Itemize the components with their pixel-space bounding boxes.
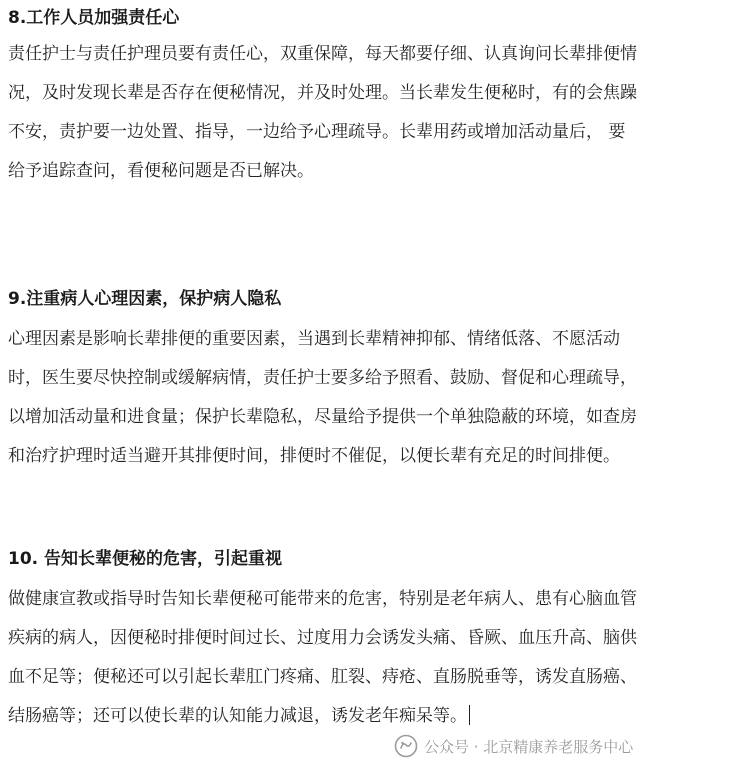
paragraph-line: 心理因素是影响长辈排便的重要因素，当遇到长辈精神抑郁、情绪低落、不愿活动 <box>8 329 620 349</box>
wechat-official-account-icon <box>394 734 418 758</box>
paragraph-line: 以增加活动量和进食量；保护长辈隐私，尽量给予提供一个单独隐蔽的环境，如查房 <box>8 407 637 427</box>
paragraph-line: 不安，责护要一边处置、指导，一边给予心理疏导。长辈用药或增加活动量后， 要 <box>8 122 626 142</box>
paragraph-line-text: 结肠癌等；还可以使长辈的认知能力减退，诱发老年痴呆等。 <box>8 706 467 726</box>
section-8-paragraph <box>8 35 736 191</box>
text-cursor <box>469 705 470 725</box>
paragraph-line: 血不足等；便秘还可以引起长辈肛门疼痛、肛裂、痔疮、直肠脱垂等，诱发直肠癌、 <box>8 667 637 687</box>
section-10-paragraph <box>8 580 736 736</box>
section-10-heading: 10. 告知长辈便秘的危害，引起重视 <box>8 549 283 569</box>
section-9-heading: 9.注重病人心理因素，保护病人隐私 <box>8 289 282 309</box>
watermark <box>394 733 633 759</box>
paragraph-line: 和治疗护理时适当避开其排便时间，排便时不催促，以便长辈有充足的时间排便。 <box>8 446 620 466</box>
section-9-paragraph <box>8 320 736 476</box>
paragraph-line-last <box>8 697 736 736</box>
paragraph-line: 做健康宣教或指导时告知长辈便秘可能带来的危害，特别是老年病人、患有心脑血管 <box>8 589 637 609</box>
section-8-heading: 8.工作人员加强责任心 <box>8 8 180 28</box>
paragraph-line: 时，医生要尽快控制或缓解病情，责任护士要多给予照看、鼓励、督促和心理疏导， <box>8 368 637 388</box>
paragraph-line: 疾病的病人，因便秘时排便时间过长、过度用力会诱发头痛、昏厥、血压升高、脑供 <box>8 628 637 648</box>
paragraph-line: 给予追踪查问，看便秘问题是否已解决。 <box>8 161 314 181</box>
paragraph-line: 责任护士与责任护理员要有责任心，双重保障，每天都要仔细、认真询问长辈排便情 <box>8 44 637 64</box>
paragraph-line: 况，及时发现长辈是否存在便秘情况，并及时处理。当长辈发生便秘时，有的会焦躁 <box>8 83 637 103</box>
watermark-text: 公众号 · 北京精康养老服务中心 <box>424 737 634 756</box>
